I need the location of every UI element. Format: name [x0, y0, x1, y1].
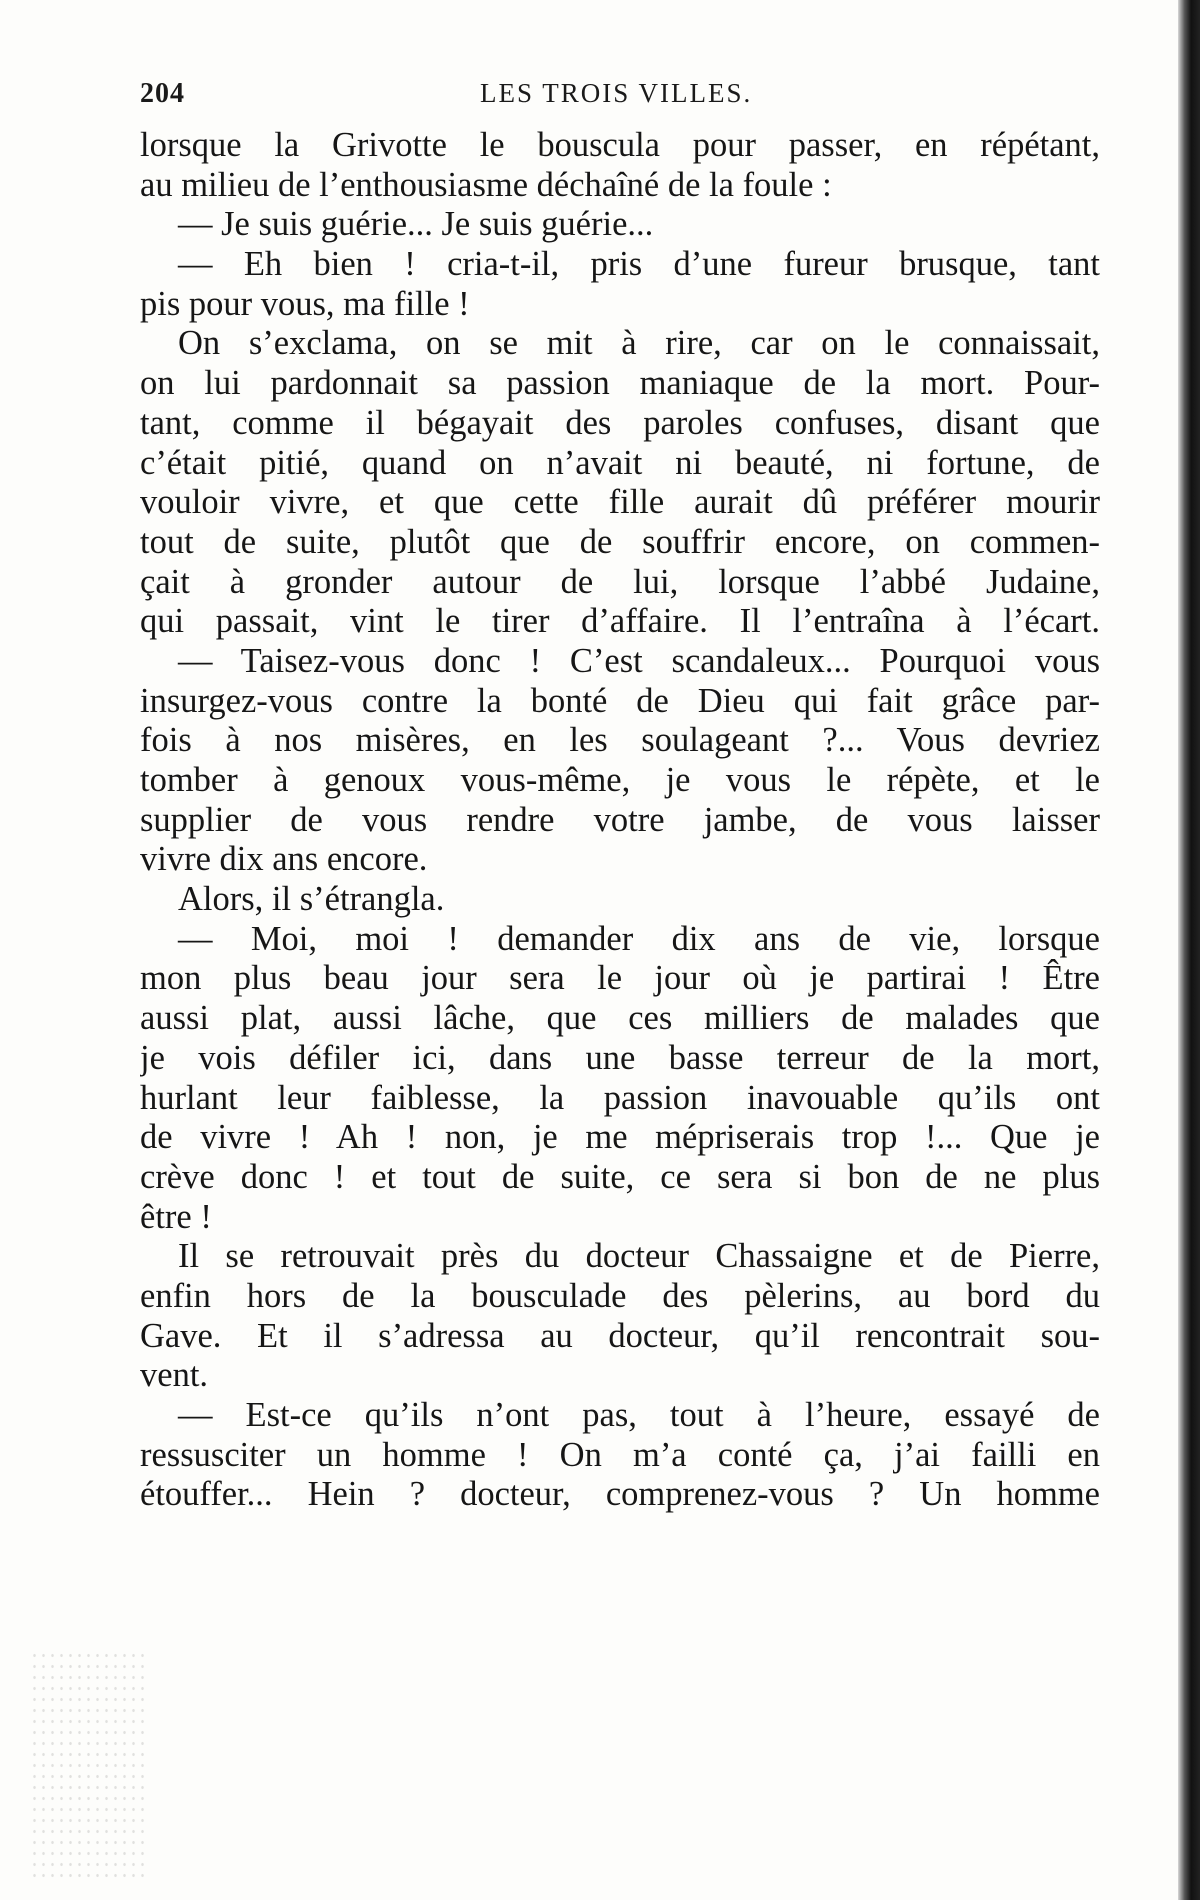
text-line: c’était pitié, quand on n’avait ni beauté, ni fortune, de: [140, 443, 1100, 482]
text-line: être !: [140, 1197, 212, 1236]
text-line: mon plus beau jour sera le jour où je partirai ! Être: [140, 959, 1100, 998]
text-line: Il se retrouvait près du docteur Chassaigne et de Pierre,: [178, 1237, 1100, 1276]
text-line: Alors, il s’étrangla.: [178, 880, 445, 919]
text-line: — Eh bien ! cria-t-il, pris d’une fureur brusque, tant: [178, 245, 1100, 284]
text-line: vouloir vivre, et que cette fille aurait dû préférer mourir: [140, 483, 1100, 522]
text-line: aussi plat, aussi lâche, que ces milliers de malades que: [140, 999, 1100, 1038]
text-line: lorsque la Grivotte le bouscula pour passer, en répétant,: [140, 126, 1100, 164]
text-line: tout de suite, plutôt que de souffrir encore, on commen-: [140, 522, 1100, 561]
text-line: — Moi, moi ! demander dix ans de vie, lorsque: [178, 919, 1100, 958]
text-line: On s’exclama, on se mit à rire, car on le connaissait,: [178, 324, 1100, 363]
text-line: je vois défiler ici, dans une basse terreur de la mort,: [140, 1038, 1100, 1077]
text-line: tant, comme il bégayait des paroles confuses, disant que: [140, 403, 1100, 442]
text-line: de vivre ! Ah ! non, je me mépriserais trop !... Que je: [140, 1118, 1100, 1157]
text-line: étouffer... Hein ? docteur, comprenez-vous ? Un homme: [140, 1475, 1100, 1514]
text-line: tomber à genoux vous-même, je vous le répète, et le: [140, 761, 1100, 799]
text-line: enfin hors de la bousculade des pèlerins, au bord du: [140, 1276, 1100, 1315]
text-line: — Je suis guérie... Je suis guérie...: [178, 205, 654, 244]
text-line: ressusciter un homme ! On m’a conté ça, j’ai failli en: [140, 1435, 1100, 1474]
text-line: — Est-ce qu’ils n’ont pas, tout à l’heure, essayé de: [178, 1396, 1100, 1434]
text-line: çait à gronder autour de lui, lorsque l’abbé Judaine,: [140, 562, 1100, 601]
text-line: on lui pardonnait sa passion maniaque de la mort. Pour-: [140, 364, 1100, 403]
text-line: insurgez-vous contre la bonté de Dieu qui fait grâce par-: [140, 681, 1100, 720]
body-text: [140, 126, 1100, 1515]
text-line: au milieu de l’enthousiasme déchaîné de la foule :: [140, 165, 832, 204]
text-line: — Taisez-vous donc ! C’est scandaleux... Pourquoi vous: [178, 641, 1100, 680]
text-line: fois à nos misères, en les soulageant ?... Vous devriez: [140, 721, 1100, 760]
book-spine-edge: [1178, 0, 1200, 1900]
text-line: vivre dix ans encore.: [140, 840, 428, 879]
text-line: crève donc ! et tout de suite, ce sera si bon de ne plus: [140, 1157, 1100, 1196]
text-line: hurlant leur faiblesse, la passion inavouable qu’ils ont: [140, 1078, 1100, 1117]
running-title: LES TROIS VILLES.: [480, 78, 753, 108]
text-line: supplier de vous rendre votre jambe, de vous laisser: [140, 800, 1100, 839]
text-line: qui passait, vint le tirer d’affaire. Il l’entraîna à l’écart.: [140, 602, 1100, 641]
text-line: pis pour vous, ma fille !: [140, 284, 470, 323]
running-head: [140, 78, 1100, 118]
text-line: Gave. Et il s’adressa au docteur, qu’il rencontrait sou-: [140, 1316, 1100, 1355]
page-number: 204: [140, 78, 185, 109]
text-line: vent.: [140, 1356, 209, 1395]
paper-speckle-texture: [30, 1650, 150, 1880]
